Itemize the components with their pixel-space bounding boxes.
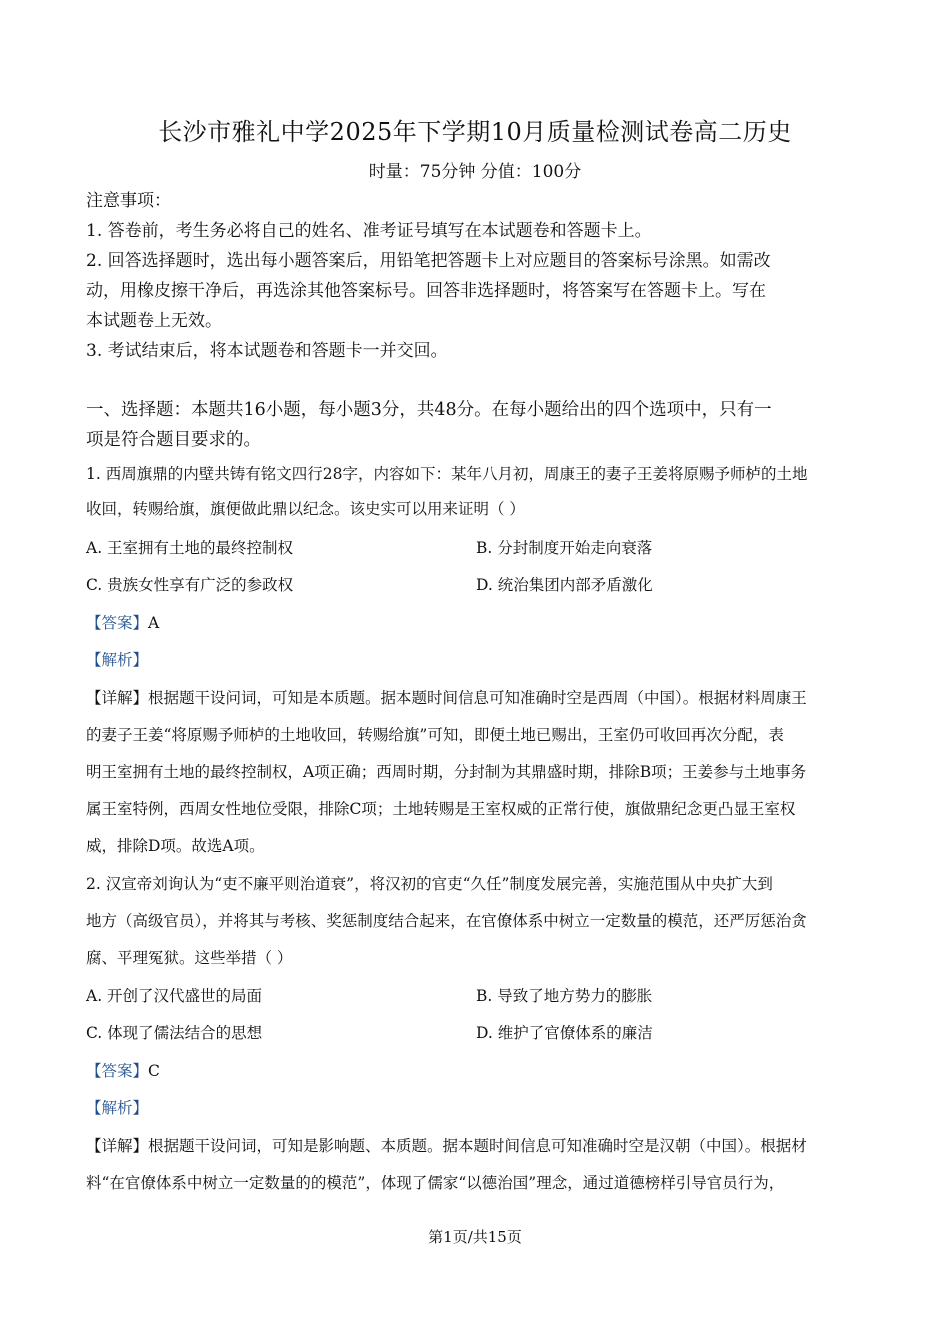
question-2-analysis-tag: 【解析】 [86, 1099, 149, 1117]
question-1-stem: 1. 西周旗鼎的内壁共铸有铭文四行28字，内容如下：某年八月初，周康王的妻子王姜将原赐予师栌的土地 [86, 465, 808, 483]
question-2-option-b: B. 导致了地方势力的膨胀 [476, 987, 653, 1005]
question-1-answer [86, 611, 159, 633]
question-1-detail: 威，排除D项。故选A项。 [86, 837, 265, 855]
question-1-detail: 的妻子王姜“将原赐予师栌的土地收回，转赐给旗”可知，即便土地已赐出，王室仍可收回再次分配，表 [86, 726, 784, 744]
section-heading: 一、选择题：本题共16小题，每小题3分，共48分。在每小题给出的四个选项中，只有一 [86, 400, 772, 420]
page-number: 第1页/共15页 [428, 1228, 522, 1246]
notes-item: 1. 答卷前，考生务必将自己的姓名、准考证号填写在本试题卷和答题卡上。 [86, 221, 652, 241]
question-2-stem: 2. 汉宣帝刘询认为“吏不廉平则治道衰”，将汉初的官吏“久任”制度发展完善，实施范围从中央扩大到 [86, 875, 773, 893]
detail-tag: 【详解】 [86, 1137, 149, 1155]
question-1-detail: 明王室拥有土地的最终控制权，A项正确；西周时期，分封制为其鼎盛时期，排除B项；王姜参与土地事务 [86, 763, 807, 781]
notes-heading: 注意事项： [86, 191, 171, 211]
detail-text: 根据题干设问词，可知是影响题、本质题。据本题时间信息可知准确时空是汉朝（中国）。根据材 [148, 1137, 807, 1155]
question-2-answer [86, 1059, 160, 1081]
section-heading-cont: 项是符合题目要求的。 [86, 430, 261, 450]
question-1-option-b: B. 分封制度开始走向衰落 [476, 539, 653, 557]
question-1-detail: 属王室特例，西周女性地位受限，排除C项；土地转赐是王室权威的正常行使，旗做鼎纪念更凸显王室权 [86, 800, 796, 818]
question-2-stem: 腐、平理冤狱。这些举措（ ） [86, 949, 293, 967]
notes-item: 3. 考试结束后，将本试题卷和答题卡一并交回。 [86, 341, 448, 361]
question-1-option-d: D. 统治集团内部矛盾激化 [476, 576, 653, 594]
question-2-option-a: A. 开创了汉代盛世的局面 [86, 987, 263, 1005]
detail-text: 根据题干设问词，可知是本质题。据本题时间信息可知准确时空是西周（中国）。根据材料周康王 [148, 689, 807, 707]
answer-tag: 【答案】 [86, 614, 149, 632]
notes-item: 动，用橡皮擦干净后，再选涂其他答案标号。回答非选择题时，将答案写在答题卡上。写在 [86, 281, 766, 301]
question-1-analysis-tag: 【解析】 [86, 651, 149, 669]
detail-tag: 【详解】 [86, 689, 149, 707]
page-title: 长沙市雅礼中学2025年下学期10月质量检测试卷高二历史 [158, 118, 792, 146]
question-2-detail: 料“在官僚体系中树立一定数量的的模范”，体现了儒家“以德治国”理念，通过道德榜样引导官员行为， [86, 1174, 785, 1192]
question-1-option-c: C. 贵族女性享有广泛的参政权 [86, 576, 294, 594]
question-1-stem: 收回，转赐给旗，旗便做此鼎以纪念。该史实可以用来证明（ ） [86, 500, 525, 518]
exam-meta: 时量：75分钟 分值：100分 [368, 162, 582, 182]
answer-tag: 【答案】 [86, 1062, 149, 1080]
question-2-option-c: C. 体现了儒法结合的思想 [86, 1024, 263, 1042]
notes-item: 2. 回答选择题时，选出每小题答案后，用铅笔把答题卡上对应题目的答案标号涂黑。如需改 [86, 251, 771, 271]
question-2-detail [86, 1134, 876, 1156]
question-1-detail [86, 686, 876, 708]
question-2-option-d: D. 维护了官僚体系的廉洁 [476, 1024, 653, 1042]
question-2-stem: 地方（高级官员），并将其与考核、奖惩制度结合起来，在官僚体系中树立一定数量的模范，还严厉惩治贪 [86, 912, 807, 930]
question-1-option-a: A. 王室拥有土地的最终控制权 [86, 539, 294, 557]
answer-value: C [148, 1062, 160, 1080]
notes-item: 本试题卷上无效。 [86, 311, 222, 331]
answer-value: A [148, 614, 160, 632]
